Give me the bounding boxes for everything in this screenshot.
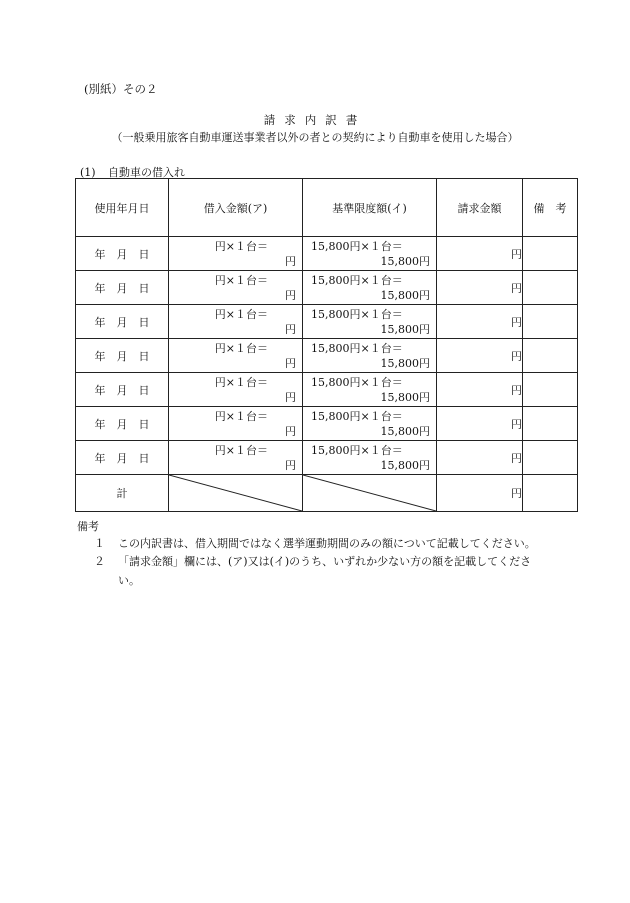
borrow-amount-cell[interactable]: 円×１台＝ 円 xyxy=(169,441,303,475)
header-request-amount: 請求金額 xyxy=(437,179,523,237)
note-text-continued: い。 xyxy=(118,574,140,587)
notes-title: 備考 xyxy=(77,520,99,533)
table-row xyxy=(76,271,578,305)
borrow-amount-cell[interactable]: 円×１台＝ 円 xyxy=(169,271,303,305)
limit-amount-cell: 15,800円×１台＝ 15,800円 xyxy=(303,271,437,305)
header-limit-amount: 基準限度額(イ) xyxy=(303,179,437,237)
table-row xyxy=(76,339,578,373)
remarks-cell[interactable] xyxy=(523,407,578,441)
table-row xyxy=(76,441,578,475)
date-cell[interactable]: 年 月 日 xyxy=(76,407,169,441)
total-borrow-struck-cell xyxy=(169,475,303,512)
header-date: 使用年月日 xyxy=(76,179,169,237)
request-amount-cell[interactable]: 円 xyxy=(437,339,523,373)
limit-amount-cell: 15,800円×１台＝ 15,800円 xyxy=(303,339,437,373)
note-item xyxy=(94,535,536,551)
limit-amount-cell: 15,800円×１台＝ 15,800円 xyxy=(303,373,437,407)
request-amount-cell[interactable]: 円 xyxy=(437,407,523,441)
date-cell[interactable]: 年 月 日 xyxy=(76,305,169,339)
date-cell[interactable]: 年 月 日 xyxy=(76,339,169,373)
remarks-cell[interactable] xyxy=(523,305,578,339)
limit-amount-cell: 15,800円×１台＝ 15,800円 xyxy=(303,305,437,339)
section-label: 自動車の借入れ xyxy=(108,166,185,179)
borrow-amount-cell[interactable]: 円×１台＝ 円 xyxy=(169,407,303,441)
note-item xyxy=(94,553,594,588)
limit-amount-cell: 15,800円×１台＝ 15,800円 xyxy=(303,407,437,441)
table-row xyxy=(76,407,578,441)
borrow-amount-cell[interactable]: 円×１台＝ 円 xyxy=(169,373,303,407)
header-borrow-amount: 借入金額(ア) xyxy=(169,179,303,237)
table-row xyxy=(76,305,578,339)
limit-amount-cell: 15,800円×１台＝ 15,800円 xyxy=(303,441,437,475)
date-cell[interactable]: 年 月 日 xyxy=(76,271,169,305)
date-cell[interactable]: 年 月 日 xyxy=(76,441,169,475)
total-remarks-cell[interactable] xyxy=(523,475,578,512)
remarks-cell[interactable] xyxy=(523,271,578,305)
document-subtitle: （一般乗用旅客自動車運送事業者以外の者との契約により自動車を使用した場合） xyxy=(111,131,519,144)
request-amount-cell[interactable]: 円 xyxy=(437,373,523,407)
note-text: この内訳書は、借入期間ではなく選挙運動期間のみの額について記載してください。 xyxy=(118,537,536,550)
limit-amount-cell: 15,800円×１台＝ 15,800円 xyxy=(303,237,437,271)
note-number: ２ xyxy=(94,555,105,568)
borrow-amount-cell[interactable]: 円×１台＝ 円 xyxy=(169,339,303,373)
borrow-amount-cell[interactable]: 円×１台＝ 円 xyxy=(169,305,303,339)
request-amount-cell[interactable]: 円 xyxy=(437,305,523,339)
date-cell[interactable]: 年 月 日 xyxy=(76,237,169,271)
note-text: 「請求金額」欄には、(ア)又は(イ)のうち、いずれか少ない方の額を記載してくださ xyxy=(118,555,532,568)
note-number: １ xyxy=(94,537,105,550)
diagonal-strike xyxy=(303,475,436,511)
total-limit-struck-cell xyxy=(303,475,437,512)
table-row xyxy=(76,373,578,407)
header-remarks: 備 考 xyxy=(523,179,578,237)
remarks-cell[interactable] xyxy=(523,373,578,407)
diagonal-strike xyxy=(169,475,302,511)
section-number: (1) xyxy=(80,166,96,179)
table-row xyxy=(76,237,578,271)
breakdown-table xyxy=(75,178,578,512)
attachment-label: (別紙）その２ xyxy=(84,82,158,96)
request-amount-cell[interactable]: 円 xyxy=(437,237,523,271)
total-request-amount-cell[interactable]: 円 xyxy=(437,475,523,512)
remarks-cell[interactable] xyxy=(523,237,578,271)
request-amount-cell[interactable]: 円 xyxy=(437,441,523,475)
total-label: 計 xyxy=(76,475,169,512)
document-title: 請求内訳書 xyxy=(263,113,367,127)
date-cell[interactable]: 年 月 日 xyxy=(76,373,169,407)
request-amount-cell[interactable]: 円 xyxy=(437,271,523,305)
remarks-cell[interactable] xyxy=(523,339,578,373)
table-header-row xyxy=(76,179,578,237)
borrow-amount-cell[interactable]: 円×１台＝ 円 xyxy=(169,237,303,271)
remarks-cell[interactable] xyxy=(523,441,578,475)
total-row xyxy=(76,475,578,512)
